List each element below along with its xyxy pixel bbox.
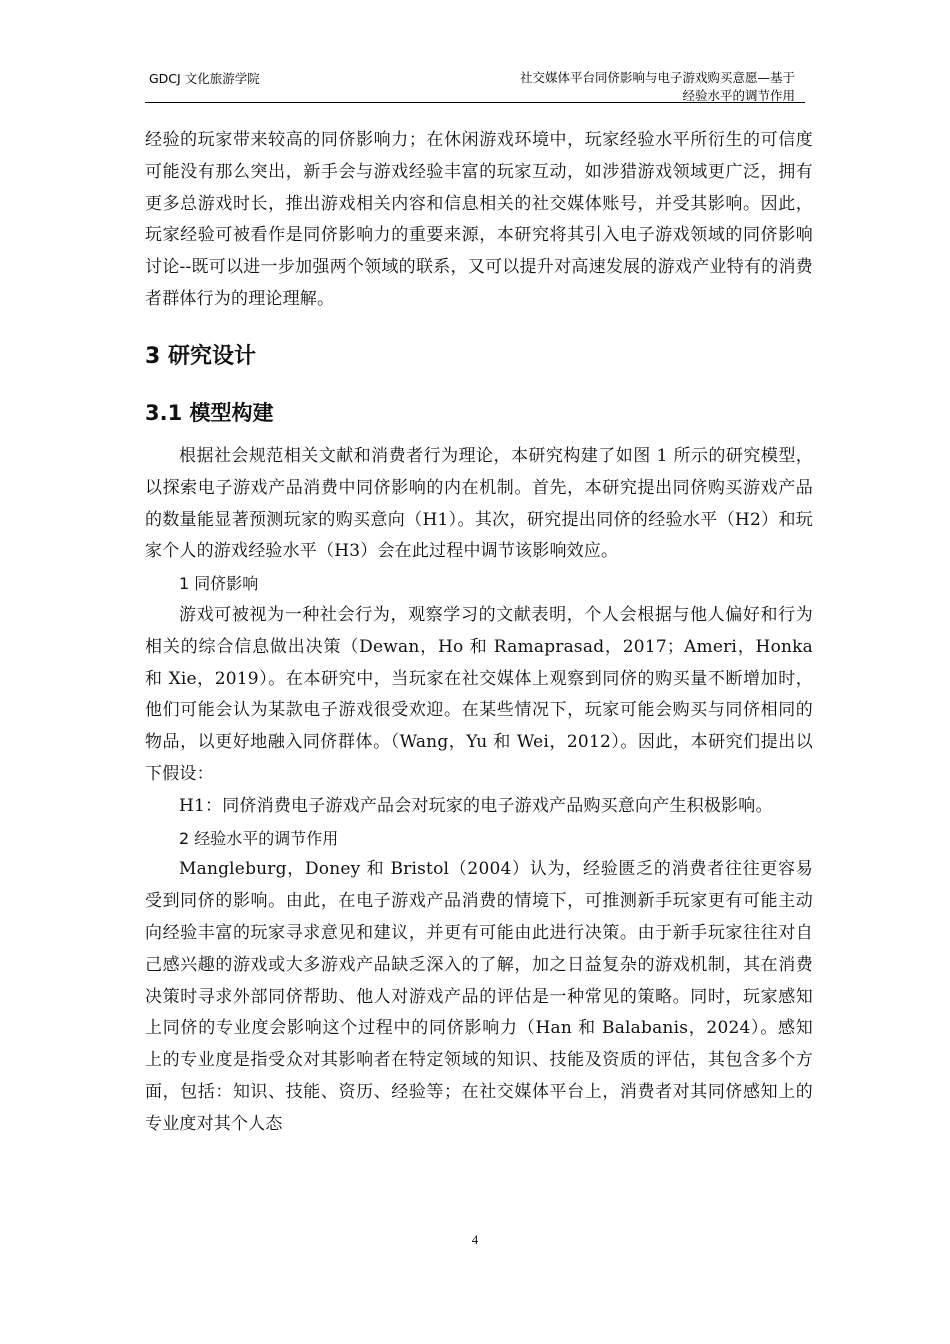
- intro-block: [145, 125, 813, 316]
- item-experience-title: 2 经验水平的调节作用: [179, 828, 339, 848]
- model-paragraph: 根据社会规范相关文献和消费者行为理论，本研究构建了如图 1 所示的研究模型，以探索电子游戏产品消费中同侪影响的内在机制。首先，本研究提出同侪购买游戏产品的数量能显著预测玩家的购买意向（H1）。其次，研究提出同侪的经验水平（H2）和玩家个人的游戏经验水平（H3）会在此过程中调节该影响效应。: [145, 446, 813, 562]
- experience-paragraph: Mangleburg，Doney 和 Bristol（2004）认为，经验匮乏的消费者往往更容易受到同侪的影响。由此，在电子游戏产品消费的情境下，可推测新手玩家更有可能主动向经验丰富的玩家寻求意见和建议，并更有可能由此进行决策。由于新手玩家往往对自己感兴趣的游戏或大多游戏产品缺乏深入的了解，加之日益复杂的游戏机制，其在消费决策时寻求外部同侪帮助、他人对游戏产品的评估是一种常见的策略。同时，玩家感知上同侪的专业度会影响这个过程中的同侪影响力（Han 和 Balabanis，2024）。感知上的专业度是指受众对其影响者在特定领域的知识、技能及资质的评估，其包含多个方面，包括：知识、技能、资历、经验等；在社交媒体平台上，消费者对其同侪感知上的专业度对其个人态: [145, 859, 813, 1134]
- header-title-line1: 社交媒体平台同侪影响与电子游戏购买意愿—基于: [519, 70, 795, 85]
- header-institution: GDCJ 文化旅游学院: [149, 71, 260, 86]
- item-peer-influence-title: 1 同侪影响: [179, 574, 259, 594]
- peer-influence-paragraph: 游戏可被视为一种社会行为，观察学习的文献表明，个人会根据与他人偏好和行为相关的综合信息做出决策（Dewan，Ho 和 Ramaprasad，2017；Ameri，Honka 和 Xie，2019）。在本研究中，当玩家在社交媒体上观察到同侪的购买量不断增加时，他们可能会认为某款电子游戏很受欢迎。在某些情况下，玩家可能会购买与同侪相同的物品，以更好地融入同侪群体。（Wang，Yu 和 Wei，2012）。因此，本研究们提出以下假设：: [145, 604, 813, 784]
- header-paper-title: [520, 69, 795, 105]
- header-title-line2: 经验水平的调节作用: [682, 88, 795, 103]
- subsection-heading: 3.1 模型构建: [145, 401, 274, 425]
- section-heading: 3 研究设计: [145, 344, 256, 369]
- hypothesis-h1: H1：同侪消费电子游戏产品会对玩家的电子游戏产品购买意向产生积极影响。: [179, 795, 773, 816]
- section-body: [145, 441, 813, 1141]
- page-number: 4: [471, 1232, 479, 1247]
- page-header: [145, 66, 805, 103]
- intro-paragraph: 经验的玩家带来较高的同侪影响力；在休闲游戏环境中，玩家经验水平所衍生的可信度可能没有那么突出，新手会与游戏经验丰富的玩家互动，如涉猎游戏领域更广泛，拥有更多总游戏时长，推出游戏相关内容和信息相关的社交媒体账号，并受其影响。因此，玩家经验可被看作是同侪影响力的重要来源，本研究将其引入电子游戏领域的同侪影响讨论--既可以进一步加强两个领域的联系，又可以提升对高速发展的游戏产业特有的消费者群体行为的理论理解。: [145, 130, 813, 309]
